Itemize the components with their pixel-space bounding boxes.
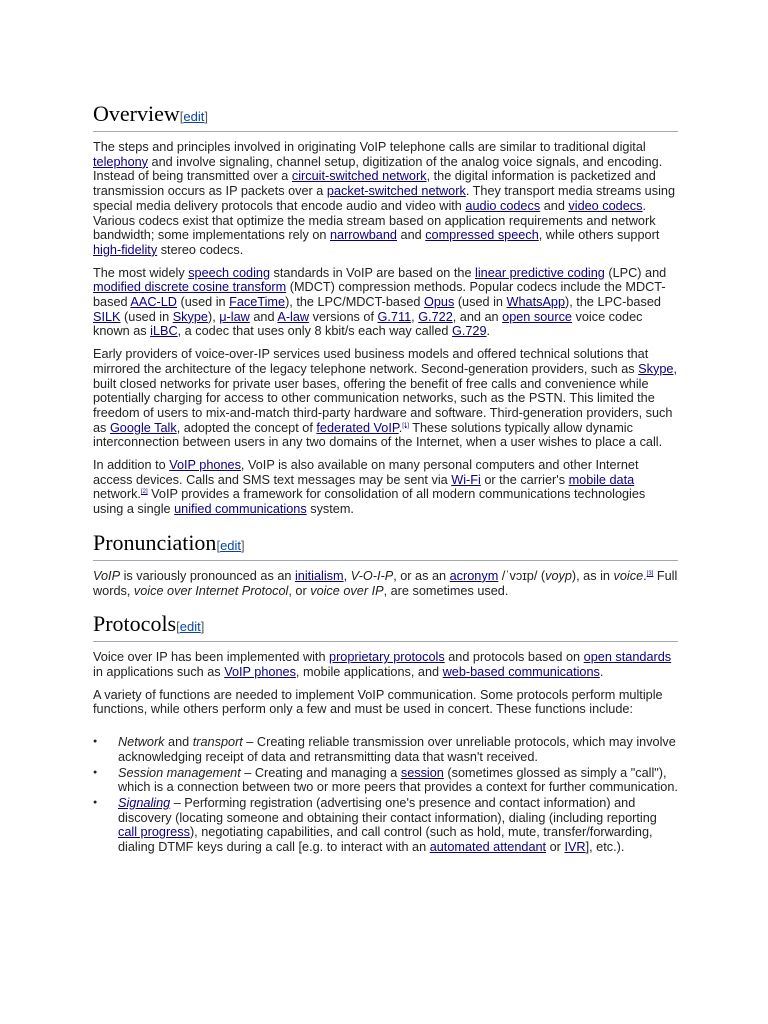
emphasis: Network <box>118 735 165 750</box>
section-heading-overview <box>93 100 678 132</box>
wiki-link[interactable]: Signaling <box>118 795 171 810</box>
emphasis: voyp <box>545 568 572 583</box>
paragraph: A variety of functions are needed to implement VoIP communication. Some protocols perform multiple functions, while others perform only a few and must be used in concert. These functions include: <box>93 687 663 717</box>
wiki-link[interactable]: VoIP phones <box>224 664 296 679</box>
wiki-link[interactable]: A-law <box>277 309 310 324</box>
wiki-link[interactable]: video codecs <box>568 198 643 213</box>
reference-marker <box>402 422 409 428</box>
paragraph: Voice over IP has been implemented with proprietary protocols and protocols based on open standards in applications such as VoIP phones, mobile applications, and web-based communications. <box>93 650 672 679</box>
paragraph: The most widely speech coding standards in VoIP are based on the linear predictive coding (LPC) and modified discrete cosine transform (MDCT) compression methods. Popular codecs include the MDCT-based AAC-LD (used in FaceTime), the LPC/MDCT-based Opus (used in WhatsApp), the LPC-based SILK (used in Skype), μ-law and A-law versions of G.711, G.722, and an open source voice codec known as iLBC, a codec that uses only 8 kbit/s each way called G.729. <box>93 265 667 339</box>
wiki-link[interactable]: automated attendant <box>429 840 547 855</box>
section-heading-pronunciation <box>93 529 678 561</box>
wiki-link[interactable]: μ-law <box>219 309 250 324</box>
wiki-link[interactable]: audio codecs <box>465 198 541 213</box>
paragraph: Early providers of voice-over-IP services used business models and offered technical solutions that mirrored the architecture of the legacy telephone network. Second-generation providers, such as Skype, built closed networks for private user bases, offering the benefit of free calls and convenience while potentially charging for access to other communication networks, such as the PSTN. This limited the freedom of users to mix-and-match third-party hardware and software. Third-generation providers, such as Google Talk, adopted the concept of federated VoIP.[1] These solutions typically allow dynamic interconnection between users in any two domains of the Internet, when a user wishes to place a call. <box>93 347 677 450</box>
article-content <box>93 100 678 856</box>
edit-section-link: [edit] <box>176 619 205 635</box>
wiki-link[interactable]: IVR <box>564 840 586 855</box>
section-title: Pronunciation <box>93 529 217 555</box>
reference-marker <box>647 571 654 577</box>
wiki-link[interactable]: high-fidelity <box>93 242 158 257</box>
wiki-link[interactable]: linear predictive coding <box>475 265 605 280</box>
wiki-link[interactable]: Google Talk <box>109 420 177 435</box>
paragraph: VoIP is variously pronounced as an initialism, V-O-I-P, or as an acronym /ˈvɔɪp/ (voyp), as in voice.[3] Full words, voice over Internet Protocol, or voice over IP, are sometimes used. <box>93 568 678 598</box>
wiki-link[interactable]: open source <box>502 309 572 324</box>
wiki-link[interactable]: AAC-LD <box>130 295 177 310</box>
emphasis: voice <box>613 568 644 583</box>
wiki-link[interactable]: packet-switched network <box>326 184 466 199</box>
wiki-link[interactable]: Skype <box>638 361 674 376</box>
wiki-link[interactable]: FaceTime <box>229 295 286 310</box>
wiki-link[interactable]: session <box>400 765 444 780</box>
wiki-link[interactable]: narrowband <box>329 228 397 243</box>
section-title: Protocols <box>93 611 177 637</box>
wiki-link[interactable]: speech coding <box>188 265 271 280</box>
edit-link[interactable]: edit <box>183 109 205 124</box>
emphasis: voice over Internet Protocol <box>133 583 289 598</box>
list-item: ● Session management – Creating and managing a session (sometimes glossed as simply a "call"), which is a connection between two or more peers that provides a context for further communication. <box>118 766 678 795</box>
emphasis: voice over IP <box>310 583 384 598</box>
wiki-link[interactable]: SILK <box>93 309 121 324</box>
wiki-link[interactable]: compressed speech <box>425 228 539 243</box>
section-title: Overview <box>93 101 180 126</box>
citation-link[interactable]: [2] <box>140 489 148 496</box>
wiki-link[interactable]: call progress <box>118 825 190 840</box>
wiki-link[interactable]: Opus <box>423 295 455 310</box>
wiki-link[interactable]: federated VoIP <box>316 420 399 435</box>
wiki-link[interactable]: G.722 <box>418 309 453 324</box>
wiki-link[interactable]: Skype <box>172 309 208 324</box>
wiki-link[interactable]: modified discrete cosine transform <box>93 280 287 295</box>
paragraph: The steps and principles involved in originating VoIP telephone calls are similar to traditional digital telephony and involve signaling, channel setup, digitization of the analog voice signals, and encoding. Instead of being transmitted over a circuit-switched network, the digital information is packetized and transmission occurs as IP packets over a packet-switched network. They transport media streams using special media delivery protocols that encode audio and video with audio codecs and video codecs. Various codecs exist that optimize the media stream based on application requirements and network bandwidth; some implementations rely on narrowband and compressed speech, while others support high-fidelity stereo codecs. <box>93 140 676 257</box>
edit-link[interactable]: edit <box>179 619 201 635</box>
edit-section-link: [edit] <box>216 537 245 553</box>
emphasis: transport <box>192 735 243 750</box>
wiki-link[interactable]: web-based communications <box>442 664 600 679</box>
list-item: ● Signaling – Performing registration (advertising one's presence and contact information) and discovery (locating someone and obtaining their contact information), dialing (including reporting call progress), negotiating capabilities, and call control (such as hold, mute, transfer/forwarding, dialing DTMF keys during a call [e.g. to interact with an automated attendant or IVR], etc.). <box>118 796 678 855</box>
wiki-link[interactable]: acronym <box>449 568 499 583</box>
wiki-link[interactable]: iLBC <box>150 324 178 339</box>
paragraph: In addition to VoIP phones, VoIP is also available on many personal computers and other Internet access devices. Calls and SMS text messages may be sent via Wi-Fi or the carrier's mobile data network.[2] VoIP provides a framework for consolidation of all modern communications technologies using a single unified communications system. <box>93 458 646 517</box>
wiki-link[interactable]: open standards <box>583 650 672 665</box>
edit-section-link: [edit] <box>179 109 208 124</box>
wiki-link[interactable]: Wi-Fi <box>451 472 481 487</box>
edit-link[interactable]: edit <box>220 537 242 553</box>
wiki-link[interactable]: unified communications <box>174 502 307 517</box>
citation-link[interactable]: [3] <box>646 570 654 577</box>
functions-list <box>93 735 678 855</box>
emphasis: VoIP <box>93 568 121 583</box>
citation-link[interactable]: [1] <box>402 422 409 429</box>
wiki-link[interactable]: telephony <box>93 154 149 169</box>
wiki-link[interactable]: VoIP phones <box>169 458 241 473</box>
wiki-link[interactable]: G.711 <box>377 309 412 324</box>
wiki-link[interactable]: mobile data <box>568 472 635 487</box>
wiki-link[interactable]: proprietary protocols <box>329 650 445 665</box>
emphasis: Session management <box>118 765 241 780</box>
wiki-link[interactable]: circuit-switched network <box>291 169 427 184</box>
list-item: ● Network and transport – Creating reliable transmission over unreliable protocols, which may involve acknowledging receipt of data and retransmitting data that wasn't received. <box>118 735 678 764</box>
emphasis: V-O-I-P <box>350 568 394 583</box>
wiki-link[interactable]: WhatsApp <box>506 295 566 310</box>
section-heading-protocols <box>93 610 678 642</box>
reference-marker <box>141 489 148 495</box>
wiki-link[interactable]: G.729 <box>451 324 487 339</box>
wiki-link[interactable]: initialism <box>294 568 344 583</box>
